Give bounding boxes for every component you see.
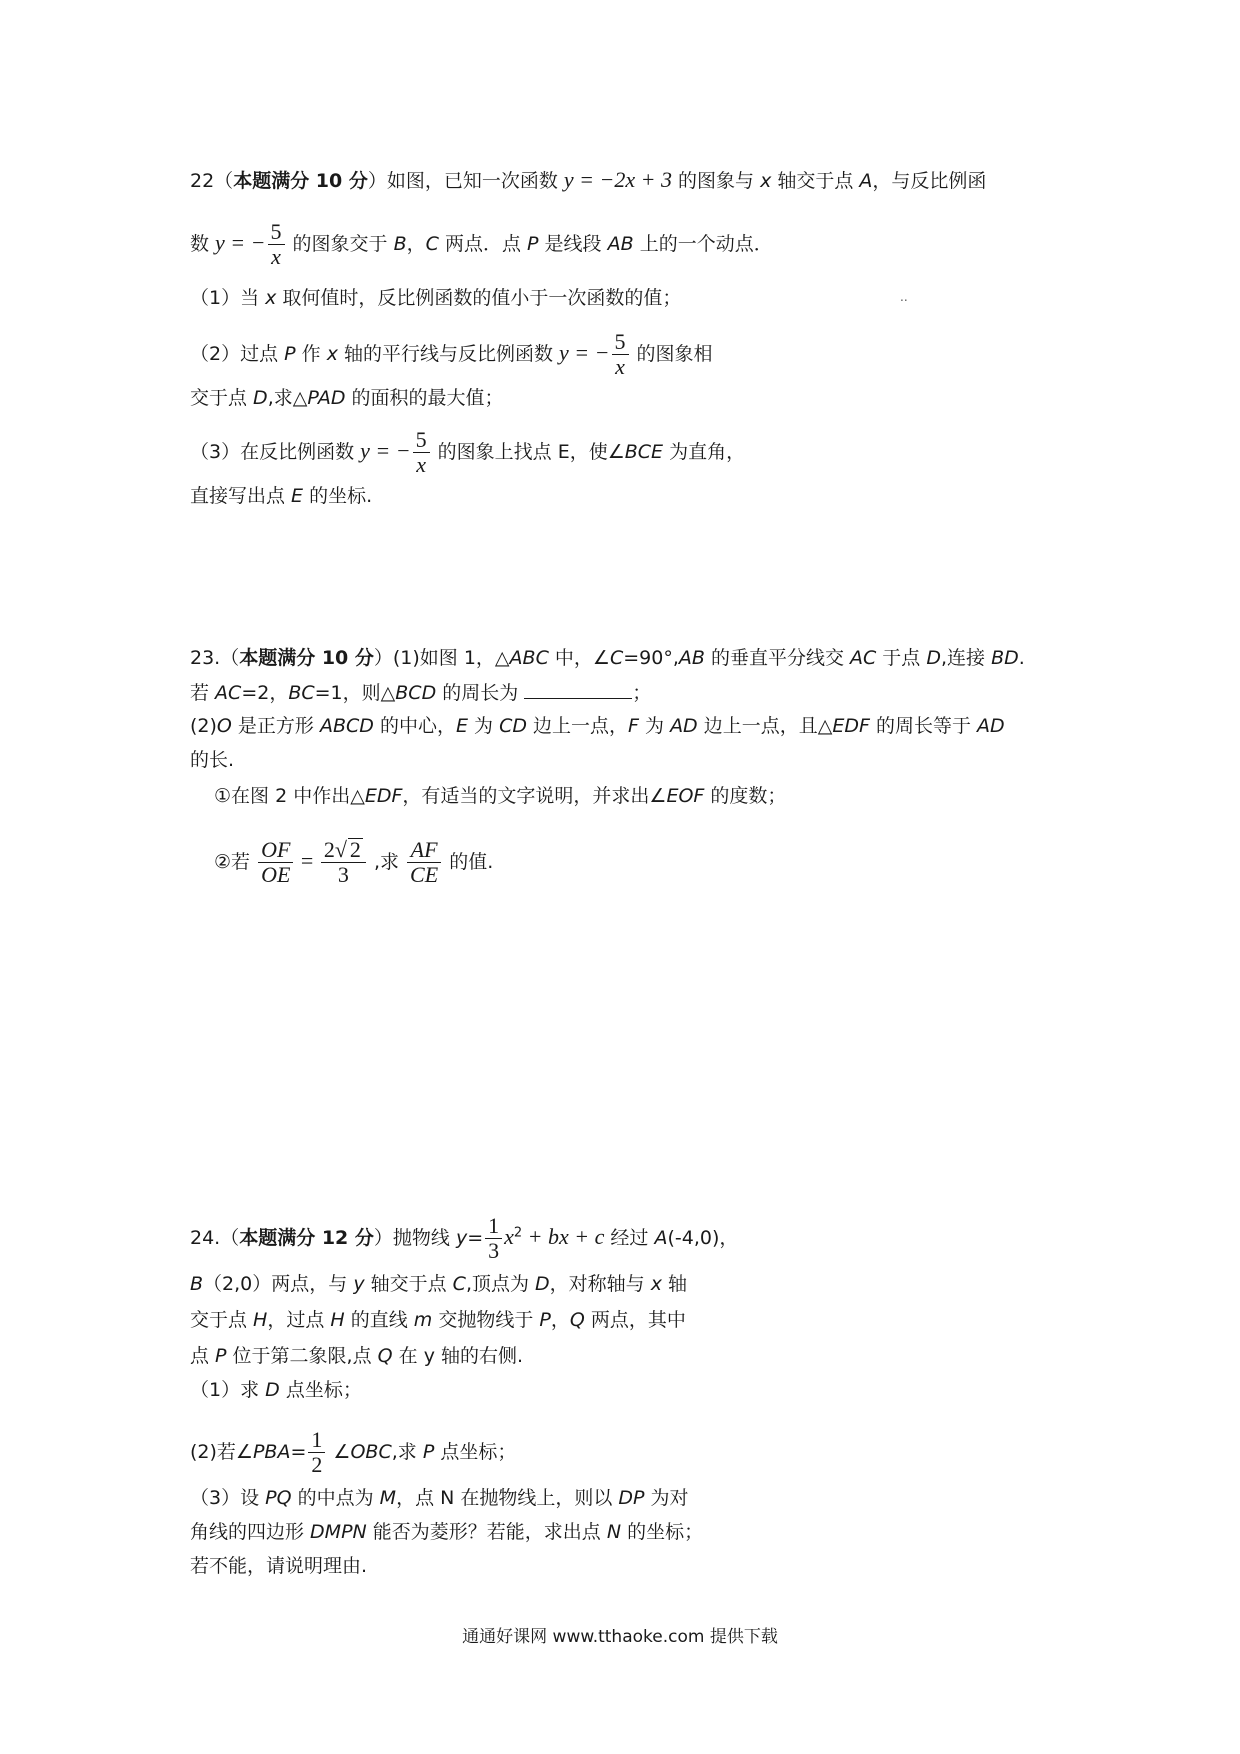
frac-num: 5 [413,428,430,453]
text: ）(1)如图 1，△ [373,647,510,669]
frac-den: 3 [337,862,349,887]
text: 两点．点 [438,233,528,255]
q23-line-1 [190,644,1025,672]
text: （3）设 [190,1487,266,1509]
text: =1，则△ [314,682,396,704]
frac-den: x [416,452,426,477]
frac-num: 5 [268,220,285,245]
text: 的垂直平分线交 [704,647,850,669]
fraction-af-over-ce [407,838,441,887]
var: BCD [395,682,437,704]
q24-line-3 [190,1306,686,1334]
var: PBA [252,1441,291,1463]
var: DP [618,1487,645,1509]
text: 为 [638,715,671,737]
frac-den: CE [410,862,439,887]
text: 位于第二象限,点 [226,1345,378,1367]
text: 交于点 [190,387,254,409]
q24-part-3c [190,1552,367,1580]
text: 的直线 [344,1309,414,1331]
var: P [284,343,296,365]
text: 角线的四边形 [190,1521,311,1543]
exponent: 2 [513,1225,523,1241]
var: D [253,387,268,409]
func-lhs: y = − [559,340,610,365]
footer-source: 通通好课网 www.tthaoke.com 提供下载 [462,1627,778,1647]
q24-part-3 [190,1484,689,1512]
var: ABCD [319,715,374,737]
var: D [926,647,941,669]
var: m [413,1309,433,1331]
var: P [527,233,539,255]
text: 的值. [443,851,494,873]
text: 点 [190,1345,216,1367]
q23-sub-1 [214,782,786,810]
fraction-5-over-x [612,330,629,379]
frac-num: 5 [612,330,629,355]
var: EDF [832,715,870,737]
var: C [425,233,439,255]
text: 数 [190,233,216,255]
var: x [265,287,277,309]
var: ABC [509,647,549,669]
var: x [650,1273,662,1295]
text: 轴交于点 [771,170,860,192]
text: 为直角， [663,441,746,463]
var: AD [670,715,698,737]
var: F [628,715,639,737]
text: 轴 [661,1273,688,1295]
parabola-terms: + bx + c [522,1224,605,1249]
text: 轴交于点 [364,1273,453,1295]
fraction-2root2-over-3 [321,838,366,887]
q22-part-3 [190,428,745,477]
var: x [760,170,772,192]
text: ，对称轴与 [549,1273,651,1295]
var: PAD [307,387,346,409]
coef: 2 [323,837,335,862]
text: 轴的平行线与反比例函数 [337,343,560,365]
score-label: 本题满分 12 分 [239,1227,374,1249]
text: (2) [190,715,217,737]
text: 23.（ [190,647,240,669]
text: 两点，其中 [584,1309,686,1331]
text: 的中点为 [291,1487,380,1509]
text: ，过点 [267,1309,331,1331]
text: ,连接 [941,647,992,669]
text: 是正方形 [231,715,320,737]
fraction-5-over-x [268,220,285,269]
text: 若不能，请说明理由. [190,1555,368,1577]
var: N [606,1521,622,1543]
var: BCE [624,441,664,463]
q23-line-3 [190,712,1005,740]
var: y [455,1227,468,1249]
frac-den: x [271,244,281,269]
var: x [326,343,338,365]
text: 点坐标； [434,1441,517,1463]
var: M [379,1487,397,1509]
text: ,求 [391,1441,423,1463]
text: ，有适当的文字说明，并求出∠ [402,785,667,807]
text: 的坐标； [621,1521,704,1543]
text: 的周长等于 [869,715,978,737]
text: ,顶点为 [465,1273,536,1295]
var: PQ [265,1487,292,1509]
text: ,求 [367,851,406,873]
var: AC [850,647,877,669]
text: 为对 [644,1487,689,1509]
text: 取何值时，反比例函数的值小于一次函数的值； [276,287,682,309]
text: 的度数； [704,785,787,807]
q22-part-3b [190,482,372,510]
text: 点坐标； [279,1379,362,1401]
text: 经过 [604,1227,655,1249]
text: 若 [190,682,216,704]
frac-num: 1 [308,1428,325,1453]
answer-blank[interactable] [524,678,632,699]
fraction-1-over-3 [485,1214,502,1263]
frac-num: OF [258,838,293,863]
equals: = [467,1227,484,1249]
frac-num: 1 [485,1214,502,1239]
text: 的图象上找点 E，使∠ [431,441,625,463]
text: 的图象与 [671,170,761,192]
text: ）抛物线 [373,1227,456,1249]
var: Q [377,1345,393,1367]
fraction-1-over-2 [308,1428,325,1477]
text: 的中心， [373,715,456,737]
q23-sub-2 [214,838,493,887]
linear-function: y = −2x + 3 [563,167,672,192]
text: 在 y 轴的右侧. [392,1345,524,1367]
func-lhs: y = − [215,230,266,255]
frac-num: 2√ 2 [321,838,366,863]
text: ， [550,1309,570,1331]
text: 边上一点，且△ [697,715,833,737]
var: y [353,1273,365,1295]
text: 的周长为 [436,682,525,704]
var: D [265,1379,280,1401]
text: ，与反比例函 [872,170,987,192]
q24-line-2 [190,1270,687,1298]
equals: = [290,1441,307,1463]
q22-part-2b [190,384,504,412]
frac-den: 3 [488,1238,500,1263]
text: 上的一个动点． [633,233,773,255]
q23-line-4 [190,746,234,774]
text: （1）当 [190,287,266,309]
q24-line-4 [190,1342,523,1370]
stray-dots: .. [900,290,908,304]
var: B [393,233,407,255]
text: ； [632,682,652,704]
var: EDF [364,785,403,807]
text: 于点 [876,647,927,669]
var: C [609,647,624,669]
var: P [422,1441,435,1463]
q24-part-2 [190,1428,516,1477]
text: =90°, [623,647,679,669]
frac-num: AF [407,838,441,863]
fraction-of-over-oe [258,838,293,887]
var: BD [991,647,1019,669]
text: (-4,0)， [667,1227,739,1249]
text: ∠ [327,1441,351,1463]
q24-part-3b [190,1518,703,1546]
var: AB [607,233,634,255]
text: 交抛物线于 [432,1309,540,1331]
frac-den: 2 [311,1452,323,1477]
text: (2)若∠ [190,1441,253,1463]
text: ②若 [214,851,257,873]
var: H [253,1309,268,1331]
var: C [452,1273,466,1295]
text: . [1018,647,1025,669]
text: 能否为菱形？若能，求出点 [366,1521,607,1543]
equals: = [295,848,319,873]
q22-line-1 [190,166,986,195]
radicand: 2 [349,837,361,862]
text: =2， [241,682,289,704]
var: AC [215,682,242,704]
var: CD [499,715,527,737]
text: ①在图 2 中作出△ [214,785,365,807]
text: 为 [467,715,500,737]
func-lhs: y = − [360,438,411,463]
var: AD [977,715,1005,737]
text: 边上一点， [526,715,629,737]
score-label: 本题满分 10 分 [233,170,368,192]
q22-part-1 [190,284,681,312]
var: E [455,715,468,737]
text: 的坐标. [303,485,373,507]
var: D [535,1273,550,1295]
var: A [859,170,873,192]
text: 22（ [190,170,234,192]
text: 作 [295,343,327,365]
var: A [654,1227,668,1249]
var: OBC [350,1441,392,1463]
text: 是线段 [538,233,608,255]
q24-line-1 [190,1214,738,1263]
var: AB [678,647,705,669]
text: 的长. [190,749,235,771]
var: BC [288,682,315,704]
var: O [216,715,232,737]
score-label: 本题满分 10 分 [239,647,374,669]
var: x [504,1224,514,1249]
var: EOF [666,785,705,807]
var: DMPN [310,1521,367,1543]
text: 24.（ [190,1227,240,1249]
text: （1）求 [190,1379,266,1401]
text: 中，∠ [548,647,610,669]
q23-line-2 [190,678,651,707]
text: 交于点 [190,1309,254,1331]
text: 的图象交于 [286,233,394,255]
var: H [330,1309,345,1331]
fraction-5-over-x [413,428,430,477]
text: 的图象相 [630,343,713,365]
text: （2,0）两点，与 [203,1273,354,1295]
var: P [539,1309,551,1331]
frac-den: x [615,354,625,379]
var: P [215,1345,227,1367]
text: ）如图，已知一次函数 [367,170,564,192]
var: Q [569,1309,585,1331]
frac-den: OE [261,862,291,887]
text: ，点 N 在抛物线上，则以 [396,1487,619,1509]
var: B [190,1273,204,1295]
q24-part-1 [190,1376,362,1404]
text: （2）过点 [190,343,285,365]
text: （3）在反比例函数 [190,441,361,463]
text: 的面积的最大值； [345,387,504,409]
text: 直接写出点 [190,485,292,507]
text: ,求△ [267,387,308,409]
var: E [291,485,304,507]
q22-part-2 [190,330,713,379]
q22-line-2 [190,220,773,269]
text: ， [406,233,426,255]
